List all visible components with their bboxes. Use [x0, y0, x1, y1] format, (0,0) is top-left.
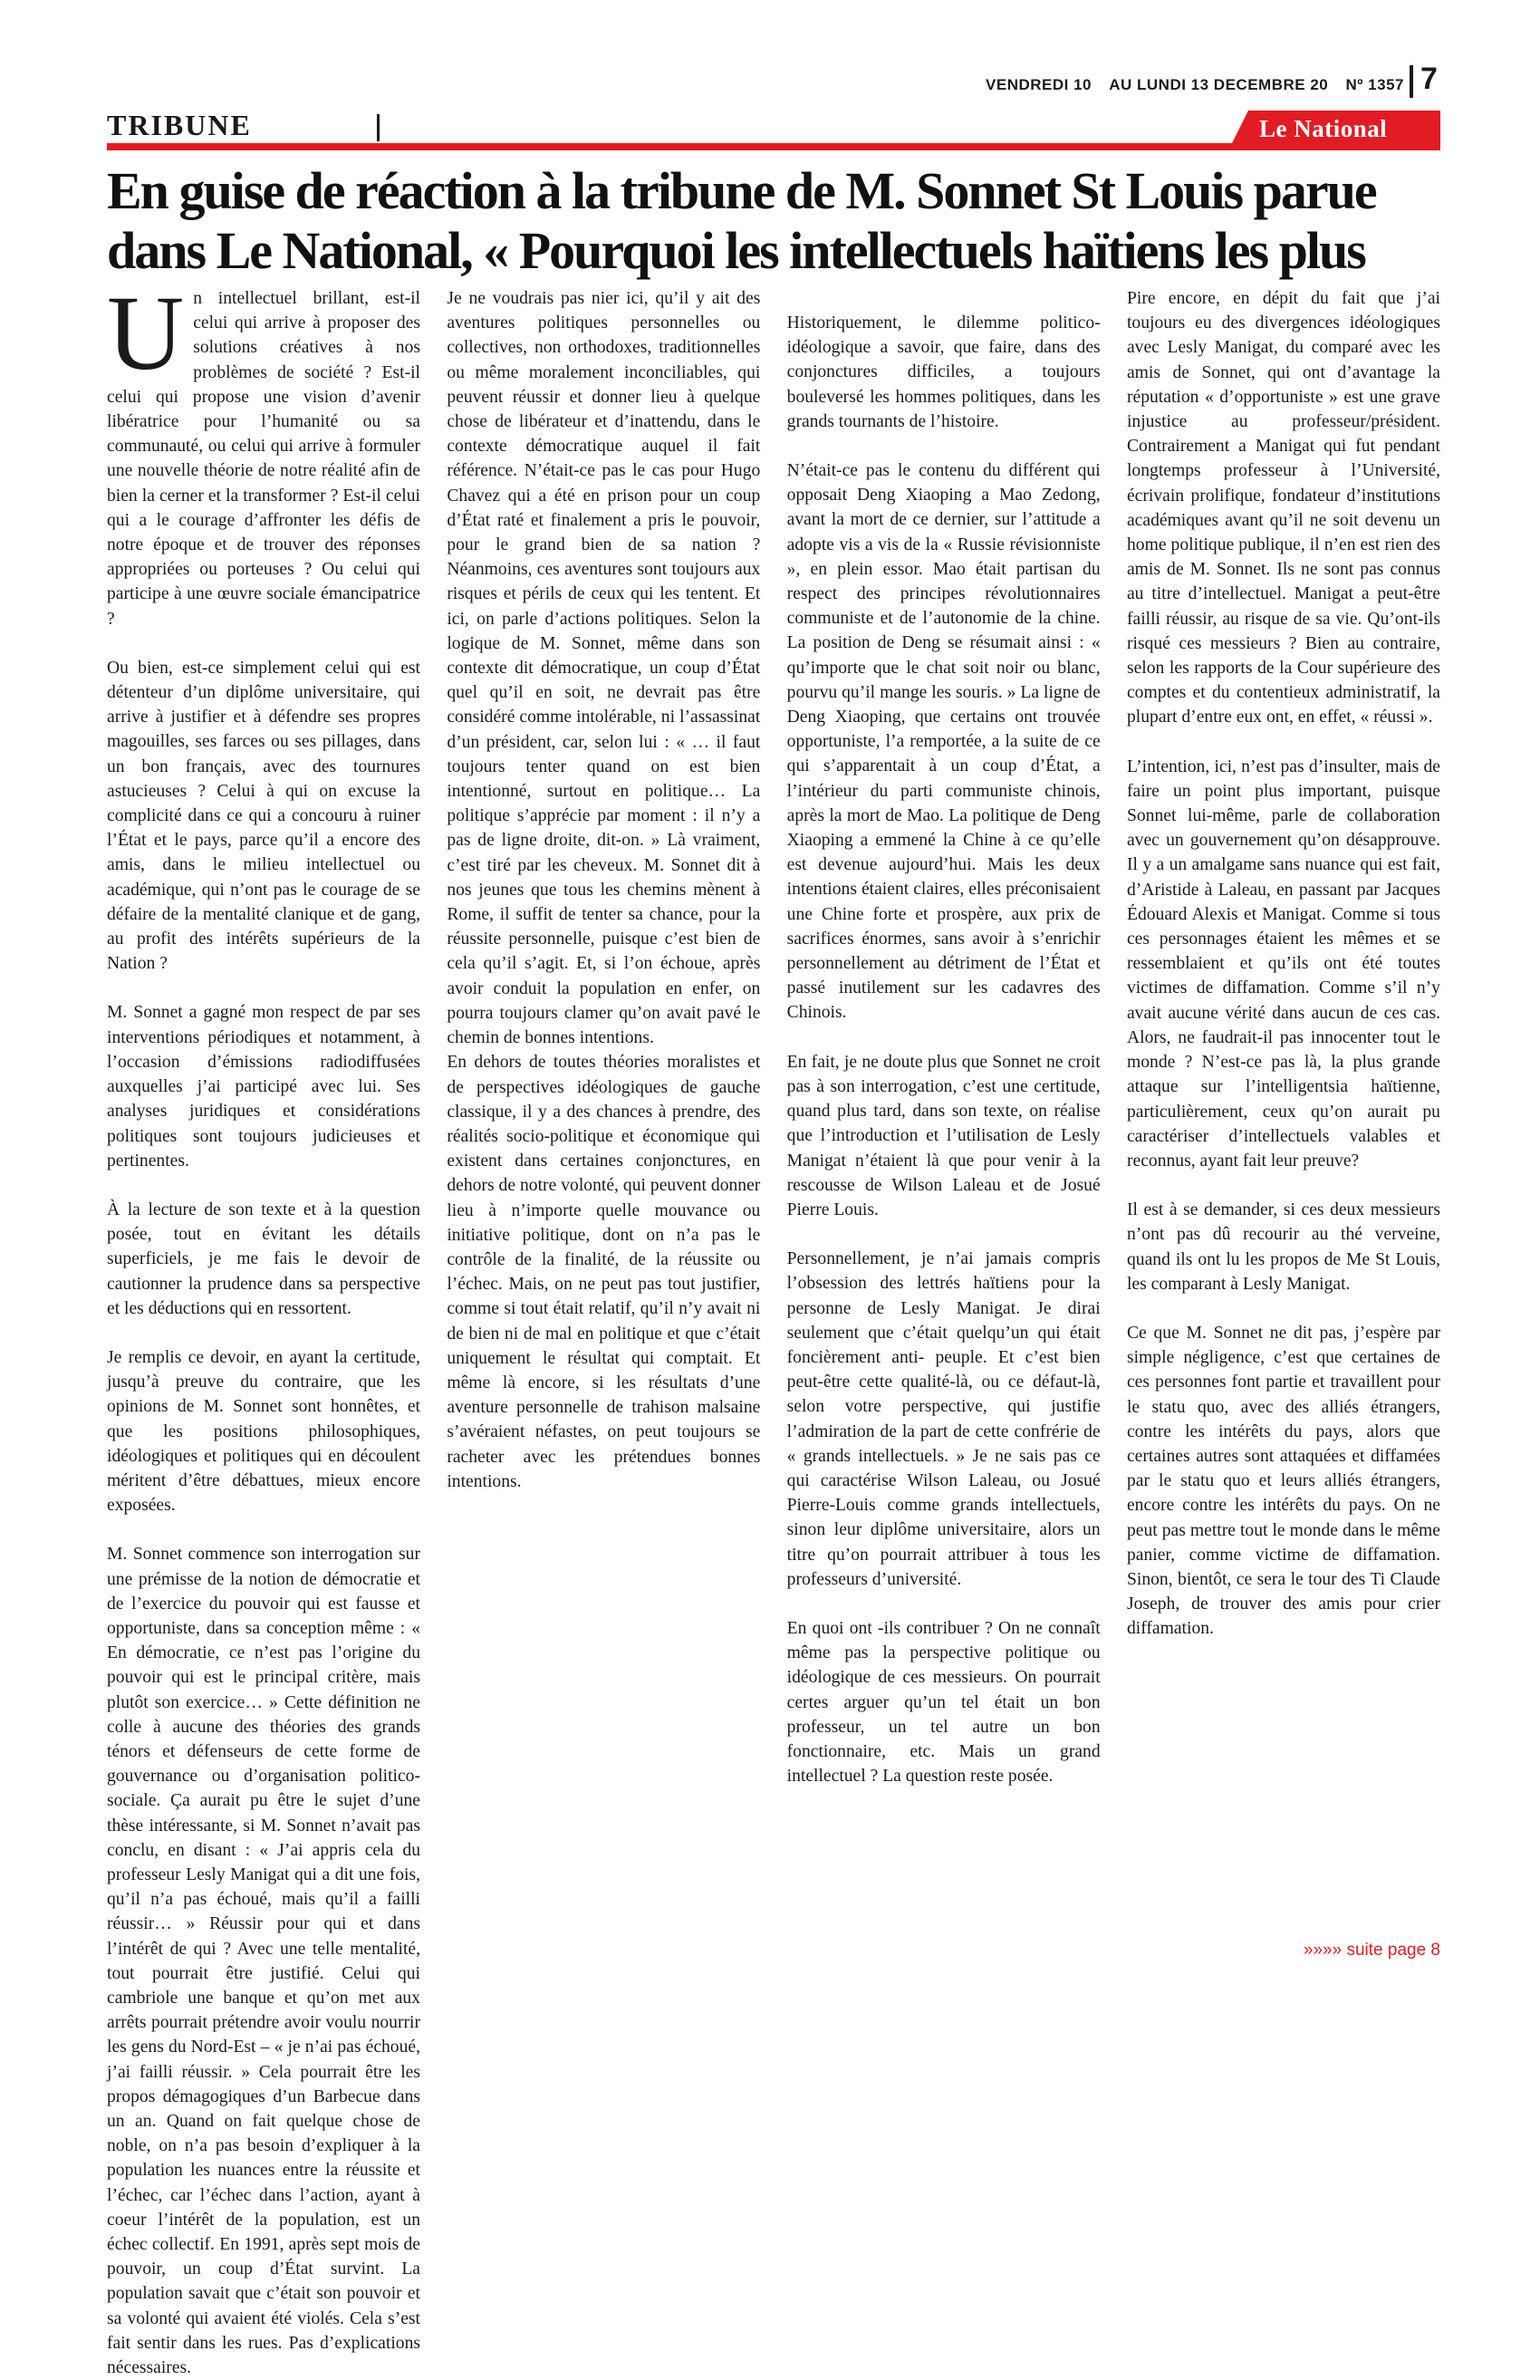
page-header [0, 0, 1540, 145]
article-paragraph: Ce que M. Sonnet ne dit pas, j’espère par simple négligence, c’est que certaines de ces personnes font partie et travaillent pour le statu quo, avec des alliés étrangers, contre les intérêts du pays, alors que certaines autres sont attaquées et diffamées par le statu quo et leurs alliés étrangers, encore contre les intérêts du pays. On ne peut pas mettre tout le monde dans le même panier, comme victime de diffamation. Sinon, bientôt, ce sera le tour des Ti Claude Joseph, de trouver des amis pour crier diffamation. [1126, 1323, 1440, 1639]
article-column-3 [787, 286, 1101, 1908]
article-paragraph: En dehors de toutes théories moralistes et de perspectives idéologiques de gauche classique, il y a des chances à prendre, des réalités socio-politique et économique qui existent dans certaines conjonctures, en dehors de notre volonté, qui peuvent donner lieu à n’importe quelle mouvance ou initiative politique, dont on n’a pas le contrôle de la finalité, de la réussite ou l’échec. Mais, on ne peut pas tout justifier, comme si tout était relatif, qu’il n’y avait ni de bien ni de mal en politique et que c’était uniquement le résultat qui comptait. Et même là encore, si les résultats d’une aventure personnelle de trahison malsaine s’avéraient néfastes, on peut toujours se racheter avec les prétendues bonnes intentions. [447, 1053, 761, 1491]
issue-number: Nº 1357 [1345, 76, 1404, 93]
page-number-divider [1410, 65, 1413, 98]
article-column-2 [447, 286, 760, 1908]
section-label: TRIBUNE [107, 109, 252, 141]
issue-date-line [973, 76, 1404, 94]
article-paragraph: Pire encore, en dépit du fait que j’ai toujours eu des divergences idéologiques avec Lesly Manigat, du comparé avec les amis de Sonnet, qui ont d’avantage la réputation « d’opportuniste » est une grave injustice au professeur/président. Contrairement a Manigat qui fut pendant longtemps professeur à l’Université, écrivain prolifique, fondateur d’institutions académiques avant qu’il ne soit devenu un home politique publique, il n’en est rien des amis de M. Sonnet. Ils ne sont pas connus au titre d’intellectuel. Manigat a peut-être failli réussir, au risque de sa vie. Qu’ont-ils risqué ces messieurs ? Bien au contraire, selon les rapports de la Cour supérieure des comptes et du contentieux administratif, la plupart d’entre eux ont, en effet, « réussi ». [1126, 289, 1440, 727]
article-paragraph: Personnellement, je n’ai jamais compris l’obsession des lettrés haïtiens pour la personne de Lesly Manigat. Je dirai seulement que c’était quelqu’un qui était foncièrement anti- peuple. Et c’est bien peut-être cette qualité-là, ou ce défaut-là, selon votre perspective, qui justifie l’admiration de la part de cette confrérie de « grands intellectuels. » Je ne sais pas ce qui caractérise Wilson Laleau, ou Josué Pierre-Louis comme grands intellectuels, sinon leur diplôme universitaire, alors un titre qu’on pourrait attribuer à tous les professeurs d’université. [786, 1249, 1101, 1589]
headline-line-2: dans Le National, « Pourquoi les intellectuels haïtiens les plus [107, 221, 1365, 280]
paragraph-text: n intellectuel brillant, est-il celui qui arrive à proposer des solutions créatives à nos problèmes de société ? Est-il celui qui propose une vision d’avenir libératrice pour l’humanité ou sa communauté, ou celui qui arrive à formuler une nouvelle théorie de notre réalité afin de bien la cerner et la transformer ? Est-il celui qui a le courage d’affronter les défis de notre époque et de trouver des réponses appropriées ou porteuses ? Ou celui qui participe à une œuvre sociale émancipatrice ? [107, 289, 420, 629]
article-paragraph: N’était-ce pas le contenu du différent qui opposait Deng Xiaoping a Mao Zedong, avant la mort de ce dernier, sur l’attitude a adopte vis a vis de la « Russie révisionniste », en plein essor. Mao était partisan du respect des principes révolutionnaires communiste et de l’autonomie de la chine. La position de Deng se résumait ainsi : « qu’importe que le chat soit noir ou blanc, pourvu qu’il mange les souris. » La ligne de Deng Xiaoping, que certains ont trouvée opportuniste, l’a remportée, a la suite de ce qui s’apparentait à un coup d’État, a l’intérieur du parti communiste chinois, après la mort de Mao. La politique de Deng Xiaoping a emmené la Chine à ce qu’elle est devenue aujourd’hui. Mais les deux intentions étaient claires, elles préconisaient une Chine forte et prospère, aux prix de sacrifices énormes, sans avoir à s’enrichir personnellement au détriment de l’État et passé inutilement sur les cadavres des Chinois. [786, 461, 1101, 1023]
article-paragraph: En fait, je ne doute plus que Sonnet ne croit pas à son interrogation, c’est une certitude, quand plus tard, dans son texte, on réalise que l’introduction et l’utilisation de Lesly Manigat n’étaient là que pour venir à la rescousse de Wilson Laleau et de Josué Pierre Louis. [786, 1052, 1101, 1219]
article-paragraph: Je remplis ce devoir, en ayant la certitude, jusqu’à preuve du contraire, que les opinions de M. Sonnet sont honnêtes, et que les positions philosophiques, idéologiques et politiques qui en découlent méritent d’être débattues, mieux encore exposées. [107, 1347, 420, 1516]
continued-on-page-link[interactable]: »»»» suite page 8 [1303, 1941, 1440, 1960]
issue-date-range: AU LUNDI 13 DECEMBRE 20 [1109, 76, 1329, 93]
article-paragraph: Je ne voudrais pas nier ici, qu’il y ait des aventures politiques personnelles ou collectives, non orthodoxes, traditionnelles ou même moralement inconciliables, qui peuvent réussir et donner lieu à quelque chose de libérateur et d’inattendu, dans le contexte démocratique auquel il fait référence. N’était-ce pas le cas pour Hugo Chavez qui a été en prison pour un coup d’État raté et finalement a pris le pouvoir, pour le grand bien de sa nation ? Néanmoins, ces aventures sont toujours aux risques et périls de ceux qui les tentent. Et ici, on parle d’actions politiques. Selon la logique de M. Sonnet, même dans son contexte dit démocratique, un coup d’État quel qu’il en soit, ne devrait pas être considéré comme intolérable, ni l’assassinat d’un président, car, selon lui : « … il faut toujours tenter quand on est bien intentionné, surtout en politique… La politique s’apprécie par moment : il n’y a pas de ligne droite, dit-on. » Là vraiment, c’est tiré par les cheveux. M. Sonnet dit à nos jeunes que tous les chemins mènent à Rome, il suffit de tenter sa chance, pour la réussite personnelle, puisque c’est bien de cela qu’il s’agit. Et, si l’on échoue, après avoir conduit la population en enfer, on pourra toujours clamer qu’on avait pavé le chemin de bonnes intentions. [447, 289, 761, 1048]
article-paragraph: L’intention, ici, n’est pas d’insulter, mais de faire un point plus important, puisque Sonnet lui-même, parle de collaboration avec un gouvernement qu’on désapprouve. Il y a un amalgame sans nuance qui est fait, d’Aristide à Laleau, en passant par Jacques Édouard Alexis et Manigat. Comme si tous ces personnages étaient les mêmes et se ressemblaient et qu’ils ont été toutes victimes de diffamation. Comme s’il n’y avait aucune vérité dans aucun de ces cas. Alors, ne faudrait-il pas innocenter tout le monde ? N’est-ce pas là, la plus grande attaque sur l’intelligentsia haïtienne, particulièrement, ceux qu’on aurait pu caractériser d’intellectuels valables et reconnus, ayant fait leur preuve? [1126, 756, 1440, 1171]
article-paragraph: M. Sonnet a gagné mon respect de par ses interventions périodiques et notamment, à l’occasion d’émissions radiodiffusées auxquelles j’ai participé avec lui. Ses analyses juridiques et considérations politiques sont toujours judicieuses et pertinentes. [107, 1003, 420, 1171]
article-paragraph: Il est à se demander, si ces deux messieurs n’ont pas dû recourir au thé verveine, quand ils ont lu les propos de Me St Louis, les comparant à Lesly Manigat. [1126, 1200, 1440, 1294]
article-column-1 [107, 274, 420, 2378]
drop-cap: U [107, 274, 185, 392]
brand-name: Le National [1259, 115, 1388, 142]
page-number: 7 [1420, 62, 1438, 96]
article-paragraph [107, 274, 420, 631]
article-paragraph: À la lecture de son texte et à la question posée, tout en évitant les détails superficiels, je me fais le devoir de cautionner la prudence dans sa perspective et les déductions qui en ressortent. [107, 1200, 420, 1318]
issue-date-day: VENDREDI 10 [986, 76, 1092, 93]
article-headline [107, 161, 1457, 281]
article-column-4 [1127, 286, 1440, 1908]
headline-line-1: En guise de réaction à la tribune de M. Sonnet St Louis parue [107, 161, 1376, 220]
article-paragraph: Ou bien, est-ce simplement celui qui est détenteur d’un diplôme universitaire, qui arrive à justifier et à défendre ses propres magouilles, ses farces ou ses pillages, dans un bon français, avec des tournures astucieuses ? Celui à qui on excuse la complicité dans ce qui a concouru à ruiner l’État et le pays, parce qu’il a encore des amis, dans le milieu intellectuel ou académique, qui n’ont pas le courage de se défaire de la mentalité clanique et de gang, au profit des intérêts supérieurs de la Nation ? [107, 658, 420, 974]
section-divider [377, 114, 380, 141]
article-paragraph: En quoi ont -ils contribuer ? On ne connaît même pas la perspective politique ou idéologique de ces messieurs. On pourrait certes arguer qu’un tel était un bon professeur, un tel autre un bon fonctionnaire, etc. Mais un grand intellectuel ? La question reste posée. [786, 1618, 1101, 1787]
article-paragraph: M. Sonnet commence son interrogation sur une prémisse de la notion de démocratie et de l’exercice du pouvoir qui est fausse et opportuniste, dans sa conception même : « En démocratie, ce n’est pas l’origine du pouvoir qui est le principal critère, mais plutôt son exercice… » Cette définition ne colle à aucune des théories des grands ténors et défenseurs de cette forme de gouvernance ou d’organisation politico-sociale. Ça aurait pu être le sujet d’une thèse intéressante, si M. Sonnet n’avait pas conclu, en disant : « J’ai appris cela du professeur Lesly Manigat qui a dit une fois, qu’il n’a pas échoué, mais qu’il a failli réussir… » Réussir pour qui et dans l’intérêt de qui ? Avec une telle mentalité, tout pourrait être justifié. Celui qui cambriole une banque et qu’on met aux arrêts pourrait prétendre avoir voulu nourrir les gens du Nord-Est – « je n’ai pas échoué, j’ai failli réussir. » Cela pourrait être les propos démagogiques d’un Barbecue dans un an. Quand on fait quelque chose de noble, on n’a pas besoin d’expliquer à la population les nuances entre la réussite et l’échec, car l’échec dans l’action, ayant à coeur l’intérêt de la population, est un échec collectif. En 1991, après sept mois de pouvoir, un coup d’État survint. La population savait que c’était son pouvoir et sa volonté qui avaient été violés. Cela s’est fait sentir dans les rues. Pas d’explications nécessaires. [107, 1545, 420, 2378]
article-paragraph: Historiquement, le dilemme politico-idéologique a savoir, que faire, dans des conjonctures difficiles, a toujours bouleversé les hommes politiques, dans les grands tournants de l’histoire. [786, 313, 1101, 431]
